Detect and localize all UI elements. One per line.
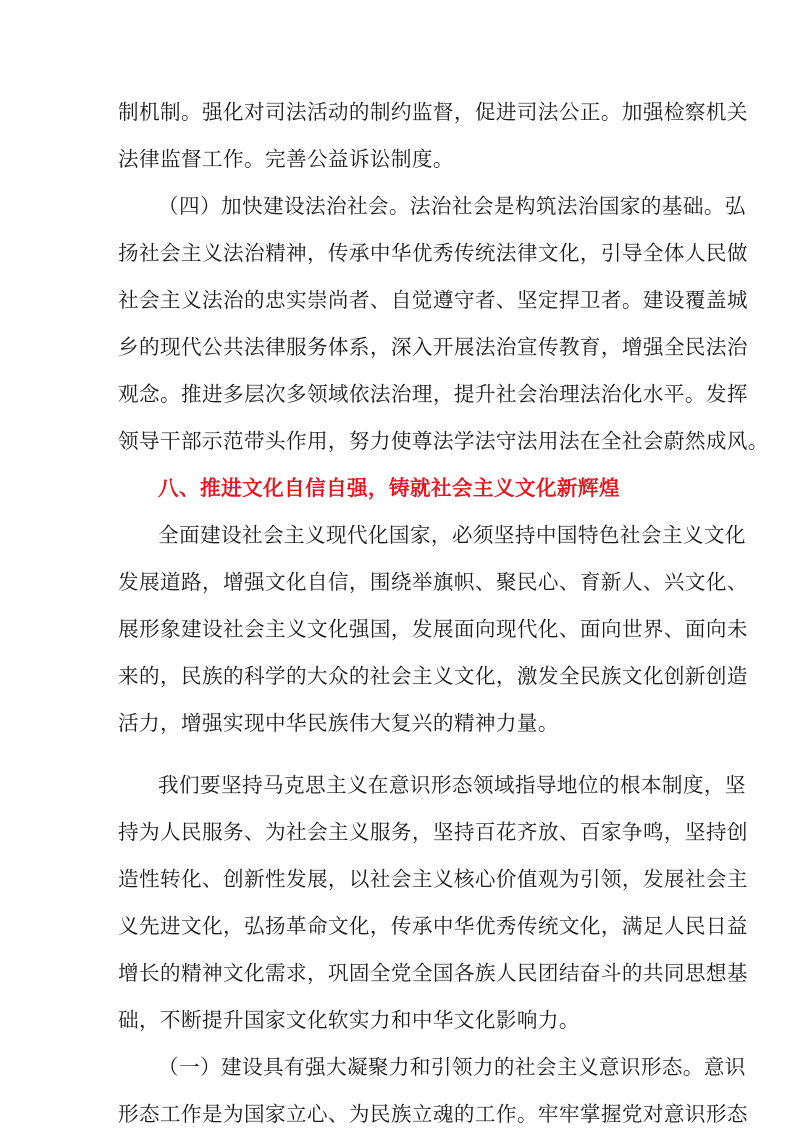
section-heading: 八、推进文化自信自强，铸就社会主义文化新辉煌	[158, 476, 620, 500]
text-line: 础，不断提升国家文化软实力和中华文化影响力。	[118, 1008, 580, 1032]
text-line: 观念。推进多层次多领域依法治理，提升社会治理法治化水平。发挥	[118, 382, 748, 406]
text-line: 制机制。强化对司法活动的制约监督，促进司法公正。加强检察机关	[118, 100, 748, 124]
text-line: 造性转化、创新性发展，以社会主义核心价值观为引领，发展社会主	[118, 867, 748, 891]
paragraph-start-line: 全面建设社会主义现代化国家，必须坚持中国特色社会主义文化	[158, 523, 746, 547]
text-line: 发展道路，增强文化自信，围绕举旗帜、聚民心、育新人、兴文化、	[118, 570, 748, 594]
text-line: 社会主义法治的忠实崇尚者、自觉遵守者、坚定捍卫者。建设覆盖城	[118, 288, 748, 312]
text-line: 活力，增强实现中华民族伟大复兴的精神力量。	[118, 711, 559, 735]
paragraph-start-line: 我们要坚持马克思主义在意识形态领域指导地位的根本制度，坚	[158, 773, 746, 797]
text-line: 义先进文化，弘扬革命文化，传承中华优秀传统文化，满足人民日益	[118, 914, 748, 938]
text-line: 乡的现代公共法律服务体系，深入开展法治宣传教育，增强全民法治	[118, 335, 748, 359]
text-line: 增长的精神文化需求，巩固全党全国各族人民团结奋斗的共同思想基	[118, 961, 748, 985]
text-line: 持为人民服务、为社会主义服务，坚持百花齐放、百家争鸣，坚持创	[118, 820, 748, 844]
paragraph-start-line: （四）加快建设法治社会。法治社会是构筑法治国家的基础。弘	[158, 194, 746, 218]
text-line: 形态工作是为国家立心、为民族立魂的工作。牢牢掌握党对意识形态	[118, 1102, 748, 1126]
text-line: 展形象建设社会主义文化强国，发展面向现代化、面向世界、面向未	[118, 617, 748, 641]
text-line: 领导干部示范带头作用，努力使尊法学法守法用法在全社会蔚然成风。	[118, 429, 769, 453]
paragraph-start-line: （一）建设具有强大凝聚力和引领力的社会主义意识形态。意识	[158, 1055, 746, 1079]
text-line: 扬社会主义法治精神，传承中华优秀传统法律文化，引导全体人民做	[118, 241, 748, 265]
text-line: 来的，民族的科学的大众的社会主义文化，激发全民族文化创新创造	[118, 664, 748, 688]
text-line: 法律监督工作。完善公益诉讼制度。	[118, 147, 454, 171]
